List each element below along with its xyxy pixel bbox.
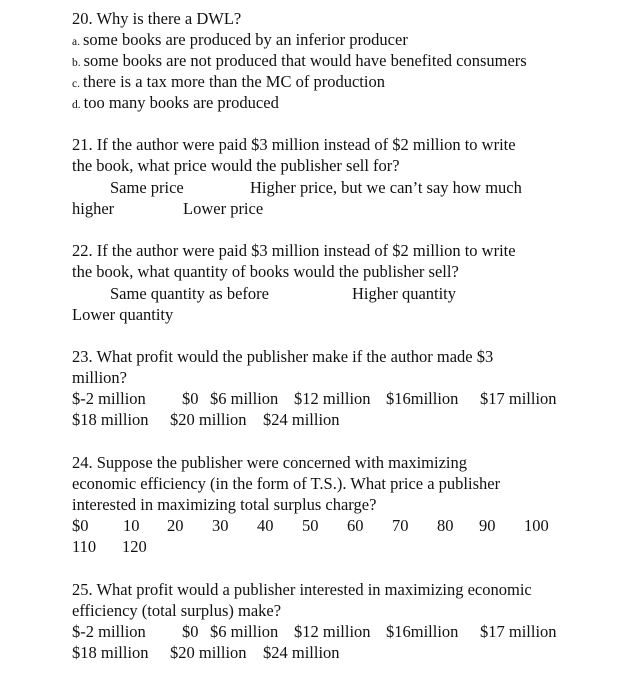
q23-choice: $20 million [170,410,247,429]
q21-choice-higher-price: Higher price, but we can’t say how much [250,178,522,197]
q24-question-line-2: economic efficiency (in the form of T.S.). What price a publisher [72,474,501,493]
q23-choice: $18 million [72,410,149,429]
q25-choice: $17 million [480,622,557,641]
q24-choice: 40 [257,516,274,535]
q22-choice-higher-quantity: Higher quantity [352,284,457,303]
q20-option-d [72,92,279,116]
q22-question-line-2: the book, what quantity of books would the publisher sell? [72,262,459,281]
option-letter: a. [72,36,80,48]
q24-question-line-3: interested in maximizing total surplus charge? [72,495,377,514]
q25-choice: $16million [386,622,459,641]
q25-choice: $12 million [294,622,371,641]
q24-question-line-1: 24. Suppose the publisher were concerned with maximizing [72,453,467,472]
q24-choice: 10 [123,516,140,535]
q23-choice: $16million [386,389,459,408]
q25-choice: $20 million [170,643,247,662]
option-text: some books are not produced that would have benefited consumers [83,51,527,70]
q24-choice: 110 [72,537,97,556]
q21-question-line-2: the book, what price would the publisher sell for? [72,156,400,175]
q24-choice: 60 [347,516,364,535]
q25-choice: $24 million [263,643,340,662]
q25-choice: $18 million [72,643,149,662]
q22-choice-lower-quantity: Lower quantity [72,305,174,324]
q23-choice: $6 million [210,389,279,408]
option-letter: c. [72,78,80,90]
q25-question-line-1: 25. What profit would a publisher interested in maximizing economic [72,580,532,599]
q23-question-line-1: 23. What profit would the publisher make if the author made $3 [72,347,494,366]
q25-question-line-2: efficiency (total surplus) make? [72,601,282,620]
q23-choice: $12 million [294,389,371,408]
q22-question-line-1: 22. If the author were paid $3 million instead of $2 million to write [72,241,516,260]
q23-question-line-2: million? [72,368,127,387]
q24-choice: 90 [479,516,496,535]
q24-choice: 100 [524,516,549,535]
q20-question: 20. Why is there a DWL? [72,9,242,28]
q24-choice: 120 [122,537,147,556]
option-text: too many books are produced [83,93,279,112]
q24-choice: $0 [72,516,89,535]
q24-choice: 50 [302,516,319,535]
q24-choice: 70 [392,516,409,535]
q21-choice-same-price: Same price [110,178,184,197]
q23-choice: $-2 million [72,389,146,408]
option-letter: d. [72,99,81,111]
option-text: there is a tax more than the MC of production [82,72,385,91]
option-text: some books are produced by an inferior producer [82,30,408,49]
q23-choice: $24 million [263,410,340,429]
q25-choice: $-2 million [72,622,146,641]
option-letter: b. [72,57,81,69]
q25-choice: $6 million [210,622,279,641]
q21-choice-higher-cont: higher [72,199,115,218]
q24-choice: 30 [212,516,229,535]
q24-choice: 80 [437,516,454,535]
q21-question-line-1: 21. If the author were paid $3 million instead of $2 million to write [72,135,516,154]
q22-choice-same-quantity: Same quantity as before [110,284,269,303]
q23-choice: $0 [182,389,199,408]
q23-choice: $17 million [480,389,557,408]
q24-choice: 20 [167,516,184,535]
q25-choice: $0 [182,622,199,641]
q21-choice-lower-price: Lower price [183,199,264,218]
